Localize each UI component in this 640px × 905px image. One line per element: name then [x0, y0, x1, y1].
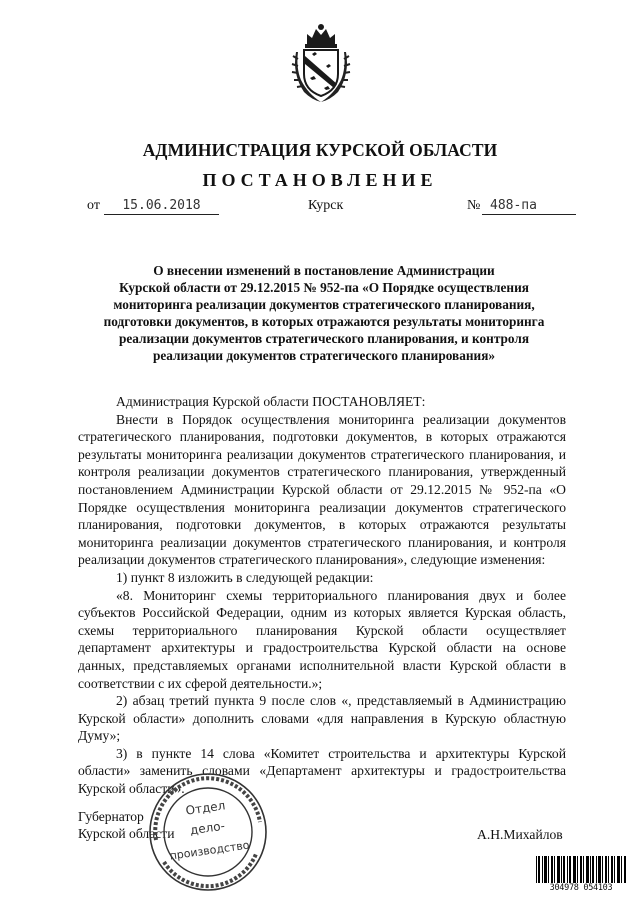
kursk-coat-of-arms-icon: [290, 22, 352, 104]
office-stamp-icon: [146, 770, 270, 894]
barcode-number: 304978 054103: [535, 883, 627, 893]
number-prefix: №: [467, 198, 481, 213]
heading-line: реализации документов стратегического планирования, и контроля: [118, 331, 530, 346]
svg-text:Отдел: Отдел: [184, 798, 227, 818]
decree-intro: Администрация Курской области ПОСТАНОВЛЯЕТ:: [116, 394, 426, 409]
svg-text:дело-: дело-: [189, 818, 226, 838]
document-body: [78, 393, 566, 798]
heading-line: Курской области от 29.12.2015 № 952-па «О Порядке осуществления: [119, 280, 529, 295]
document-heading: [84, 262, 564, 364]
body-paragraph: «8. Мониторинг схемы территориального планирования двух и более субъектов Российской Федерации, одним из которых является Курская область, схемы территориального планирования Курской области осуществляет департамент архитектуры и градостроительства Курской области на основе данных, представляемых органами исполнительной власти Курской области в соответствии с их сферой деятельности.»;: [78, 587, 566, 691]
heading-line: О внесении изменений в постановление Администрации: [153, 263, 495, 278]
heading-line: реализации документов стратегического планирования»: [152, 348, 496, 363]
signatory-name: А.Н.Михайлов: [477, 827, 563, 842]
body-paragraph: 2) абзац третий пункта 9 после слов «, представляемый в Администрацию Курской области» дополнить словами «для направления в Курскую областную Думу»;: [78, 693, 566, 744]
signatory-title-line: Курской области: [78, 826, 175, 841]
body-paragraph: 3) в пункте 14 слова «Комитет строительства и архитектуры Курской области» заменить словами «Департамент архитектуры и градостроительства Курской области».: [78, 745, 566, 797]
organization-title: АДМИНИСТРАЦИЯ КУРСКОЙ ОБЛАСТИ: [142, 140, 498, 160]
heading-line: мониторинга реализации документов стратегического планирования,: [113, 297, 535, 312]
document-date: 15.06.2018: [104, 198, 219, 215]
city-name: Курск: [308, 198, 344, 213]
heading-line: подготовки документов, в которых отражаются результаты мониторинга: [103, 314, 545, 329]
document-type: ПОСТАНОВЛЕНИЕ: [202, 170, 438, 190]
body-paragraph: Внести в Порядок осуществления мониторинга реализации документов стратегического планирования, подготовки документов, в которых отражаются результаты мониторинга реализации документов стратегического планирования, и контроля реализации документов стратегического планирования, утвержденный постановлением Администрации Курской области от 29.12.2015 № 952-па «О Порядке осуществления мониторинга реализации документов стратегического планирования, подготовки документов, в которых отражаются результаты мониторинга реализации документов стратегического планирования, и контроля реализации документов стратегического планирования», следующие изменения:: [78, 411, 566, 568]
date-prefix: от: [87, 198, 100, 213]
svg-text:производство: производство: [168, 838, 251, 863]
document-number: 488-па: [482, 198, 576, 215]
body-paragraph: 1) пункт 8 изложить в следующей редакции:: [116, 569, 374, 585]
signatory-title-line: Губернатор: [78, 809, 144, 824]
